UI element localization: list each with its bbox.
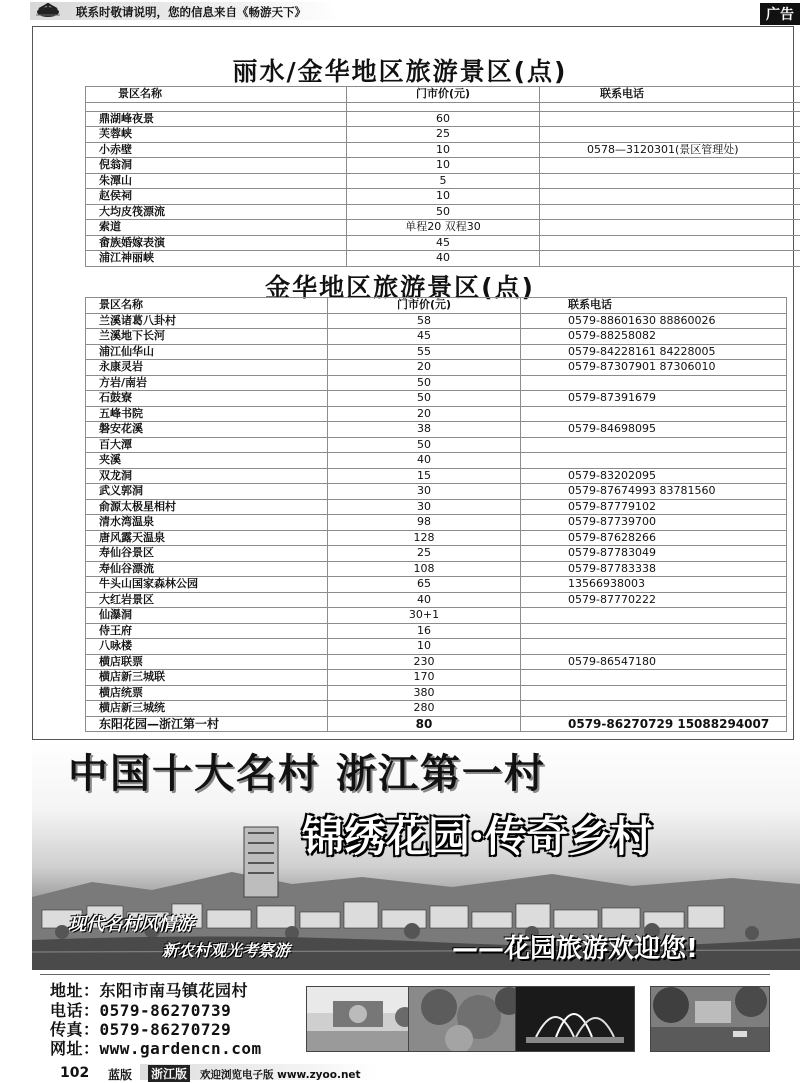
price-cell: 10	[328, 639, 521, 655]
phone-cell	[540, 173, 800, 189]
place-name-cell: 石鼓寮	[86, 391, 328, 407]
price-cell: 40	[328, 592, 521, 608]
place-name-cell: 牛头山国家森林公园	[86, 577, 328, 593]
web-label: 网址：	[50, 1039, 100, 1058]
table-row	[86, 515, 787, 531]
table-row	[86, 499, 787, 515]
place-name-cell: 芙蓉峡	[86, 127, 347, 143]
table-row	[86, 220, 800, 236]
place-name-cell: 赵侯祠	[86, 189, 347, 205]
table-row	[86, 670, 787, 686]
phone-cell: 0578—3120301(景区管理处)	[540, 142, 800, 158]
price-cell	[347, 102, 540, 111]
price-cell: 45	[328, 329, 521, 345]
table-row	[86, 344, 787, 360]
phone-cell	[521, 453, 787, 469]
table-row	[86, 654, 787, 670]
price-cell: 门市价(元)	[347, 87, 540, 103]
phone-cell	[521, 670, 787, 686]
price-cell: 50	[328, 391, 521, 407]
table-row	[86, 623, 787, 639]
phone-cell	[540, 111, 800, 127]
table-row	[86, 639, 787, 655]
phone-cell	[521, 685, 787, 701]
table-row	[86, 546, 787, 562]
phone-value: 0579-86270739	[100, 1001, 232, 1020]
place-name-cell: 横店联票	[86, 654, 328, 670]
table-row	[86, 701, 787, 717]
price-cell: 128	[328, 530, 521, 546]
place-name-cell: 兰溪地下长河	[86, 329, 328, 345]
phone-cell: 0579-87770222	[521, 592, 787, 608]
footer-website-text: 欢迎浏览电子版 www.zyoo.net	[200, 1067, 361, 1082]
phone-cell	[540, 251, 800, 267]
place-name-cell: 清水湾温泉	[86, 515, 328, 531]
phone-cell: 0579-86547180	[521, 654, 787, 670]
price-cell: 20	[328, 360, 521, 376]
table-row-featured	[86, 716, 787, 732]
table-row	[86, 437, 787, 453]
place-name-cell: 寿仙谷景区	[86, 546, 328, 562]
price-cell: 108	[328, 561, 521, 577]
place-name-cell: 大均皮筏漂流	[86, 204, 347, 220]
price-cell: 98	[328, 515, 521, 531]
place-name-cell: 横店新三城统	[86, 701, 328, 717]
promo-script-line-1: 现代名村风情游	[68, 910, 194, 936]
header-note: 联系时敬请说明，您的信息来自《畅游天下》	[76, 4, 306, 20]
table-row	[86, 530, 787, 546]
place-name-cell: 畲族婚嫁表演	[86, 235, 347, 251]
place-name-cell: 浦江仙华山	[86, 344, 328, 360]
section1-title: 丽水/金华地区旅游景区(点)	[0, 52, 800, 88]
table-row	[86, 158, 800, 174]
table-row	[86, 329, 787, 345]
price-cell: 5	[347, 173, 540, 189]
price-cell: 30+1	[328, 608, 521, 624]
table-row	[86, 173, 800, 189]
table-row	[86, 561, 787, 577]
price-cell: 58	[328, 313, 521, 329]
price-cell: 25	[347, 127, 540, 143]
phone-cell: 联系电话	[521, 298, 787, 314]
lake-photo-icon	[651, 987, 769, 1051]
price-cell: 65	[328, 577, 521, 593]
price-cell: 16	[328, 623, 521, 639]
phone-cell	[521, 623, 787, 639]
price-cell: 40	[328, 453, 521, 469]
phone-cell	[540, 127, 800, 143]
photo-fountain	[515, 986, 635, 1052]
phone-cell: 0579-88601630 88860026	[521, 313, 787, 329]
place-name-cell: 鼎湖峰夜景	[86, 111, 347, 127]
phone-cell: 联系电话	[540, 87, 800, 103]
section1-table	[85, 86, 800, 267]
price-cell: 20	[328, 406, 521, 422]
phone-cell: 0579-87628266	[521, 530, 787, 546]
table-spacer-row	[86, 102, 800, 111]
phone-cell	[540, 204, 800, 220]
phone-cell	[521, 639, 787, 655]
phone-cell	[521, 701, 787, 717]
place-name-cell: 武义郭洞	[86, 484, 328, 500]
price-cell: 30	[328, 484, 521, 500]
price-cell: 80	[328, 716, 521, 732]
place-name-cell: 百大潭	[86, 437, 328, 453]
price-cell: 25	[328, 546, 521, 562]
place-name-cell: 双龙洞	[86, 468, 328, 484]
address-label: 地址：	[50, 981, 100, 1000]
phone-cell	[540, 158, 800, 174]
place-name-cell: 五峰书院	[86, 406, 328, 422]
table-row	[86, 313, 787, 329]
phone-cell: 0579-87779102	[521, 499, 787, 515]
table-row	[86, 592, 787, 608]
table-row	[86, 422, 787, 438]
ad-tag: 广告	[760, 3, 800, 25]
address-value: 东阳市南马镇花园村	[100, 981, 249, 1000]
promo-script-line-2: 新农村观光考察游	[162, 938, 290, 961]
price-cell: 50	[347, 204, 540, 220]
fax-label: 传真：	[50, 1020, 100, 1039]
publication-logo-icon	[33, 1, 63, 21]
promo-slogan: 锦绣花园·传奇乡村	[302, 804, 653, 864]
table-row	[86, 484, 787, 500]
place-name-cell: 兰溪诸葛八卦村	[86, 313, 328, 329]
phone-cell: 0579-87783338	[521, 561, 787, 577]
price-cell: 55	[328, 344, 521, 360]
place-name-cell: 索道	[86, 220, 347, 236]
price-cell: 10	[347, 142, 540, 158]
photo-lake	[650, 986, 770, 1052]
price-cell: 30	[328, 499, 521, 515]
phone-cell	[540, 220, 800, 236]
region-badge: 浙江版	[148, 1065, 190, 1082]
garden-photo-icon	[409, 987, 527, 1051]
promo-headline: 中国十大名村 浙江第一村	[68, 742, 546, 799]
edition-label: 蓝版	[108, 1066, 132, 1083]
fax-value: 0579-86270729	[100, 1020, 232, 1039]
contact-website	[50, 1036, 262, 1059]
phone-cell	[540, 189, 800, 205]
phone-cell: 0579-83202095	[521, 468, 787, 484]
place-name-cell: 浦江神丽峡	[86, 251, 347, 267]
place-name-cell: 侍王府	[86, 623, 328, 639]
table-header-row	[86, 298, 787, 314]
section2-table	[85, 297, 787, 732]
price-cell: 50	[328, 375, 521, 391]
place-name-cell: 唐风露天温泉	[86, 530, 328, 546]
page-footer	[0, 1064, 800, 1082]
promo-banner	[32, 742, 800, 970]
table-row	[86, 468, 787, 484]
table-row	[86, 685, 787, 701]
price-cell: 45	[347, 235, 540, 251]
phone-cell	[540, 235, 800, 251]
table-row	[86, 111, 800, 127]
table-row	[86, 360, 787, 376]
place-name-cell: 磐安花溪	[86, 422, 328, 438]
price-cell: 门市价(元)	[328, 298, 521, 314]
table-row	[86, 406, 787, 422]
phone-cell	[521, 608, 787, 624]
place-name-cell: 大红岩景区	[86, 592, 328, 608]
promo-welcome: ——花园旅游欢迎您!	[452, 928, 698, 965]
page-number: 102	[60, 1065, 89, 1081]
table-row	[86, 391, 787, 407]
fountain-photo-icon	[516, 987, 634, 1051]
place-name-cell: 景区名称	[86, 87, 347, 103]
phone-cell: 0579-87391679	[521, 391, 787, 407]
place-name-cell: 东阳花园—浙江第一村	[86, 716, 328, 732]
place-name-cell: 方岩/南岩	[86, 375, 328, 391]
table-row	[86, 189, 800, 205]
table-row	[86, 608, 787, 624]
place-name-cell: 横店统票	[86, 685, 328, 701]
place-name-cell: 景区名称	[86, 298, 328, 314]
phone-cell: 0579-87674993 83781560	[521, 484, 787, 500]
price-cell: 38	[328, 422, 521, 438]
phone-cell	[521, 375, 787, 391]
table-row	[86, 142, 800, 158]
table-row	[86, 235, 800, 251]
place-name-cell: 小赤壁	[86, 142, 347, 158]
price-cell: 280	[328, 701, 521, 717]
table-row	[86, 251, 800, 267]
place-name-cell: 倪翁洞	[86, 158, 347, 174]
place-name-cell: 永康灵岩	[86, 360, 328, 376]
phone-cell: 13566938003	[521, 577, 787, 593]
phone-cell: 0579-88258082	[521, 329, 787, 345]
phone-cell	[521, 437, 787, 453]
place-name-cell: 寿仙谷漂流	[86, 561, 328, 577]
price-cell: 230	[328, 654, 521, 670]
photo-garden	[408, 986, 528, 1052]
phone-cell: 0579-87739700	[521, 515, 787, 531]
price-cell: 50	[328, 437, 521, 453]
place-name-cell: 横店新三城联	[86, 670, 328, 686]
phone-cell: 0579-86270729 15088294007	[521, 716, 787, 732]
phone-cell: 0579-84228161 84228005	[521, 344, 787, 360]
phone-label: 电话：	[50, 1001, 100, 1020]
price-cell: 170	[328, 670, 521, 686]
price-cell: 380	[328, 685, 521, 701]
price-cell: 10	[347, 189, 540, 205]
phone-cell: 0579-87783049	[521, 546, 787, 562]
top-header-bar	[0, 0, 800, 24]
phone-cell	[540, 102, 800, 111]
place-name-cell	[86, 102, 347, 111]
place-name-cell: 俞源太极星相村	[86, 499, 328, 515]
place-name-cell: 朱潭山	[86, 173, 347, 189]
table-row	[86, 375, 787, 391]
place-name-cell: 仙瀑洞	[86, 608, 328, 624]
table-row	[86, 204, 800, 220]
price-cell: 单程20 双程30	[347, 220, 540, 236]
table-row	[86, 127, 800, 143]
price-cell: 60	[347, 111, 540, 127]
price-cell: 15	[328, 468, 521, 484]
section2-title: 金华地区旅游景区(点)	[0, 268, 800, 304]
web-value: www.gardencn.com	[100, 1039, 262, 1058]
contact-divider	[40, 974, 770, 975]
table-header-row	[86, 87, 800, 103]
table-row	[86, 453, 787, 469]
price-cell: 10	[347, 158, 540, 174]
phone-cell	[521, 406, 787, 422]
place-name-cell: 八咏楼	[86, 639, 328, 655]
place-name-cell: 夹溪	[86, 453, 328, 469]
table-row	[86, 577, 787, 593]
phone-cell: 0579-87307901 87306010	[521, 360, 787, 376]
phone-cell: 0579-84698095	[521, 422, 787, 438]
price-cell: 40	[347, 251, 540, 267]
